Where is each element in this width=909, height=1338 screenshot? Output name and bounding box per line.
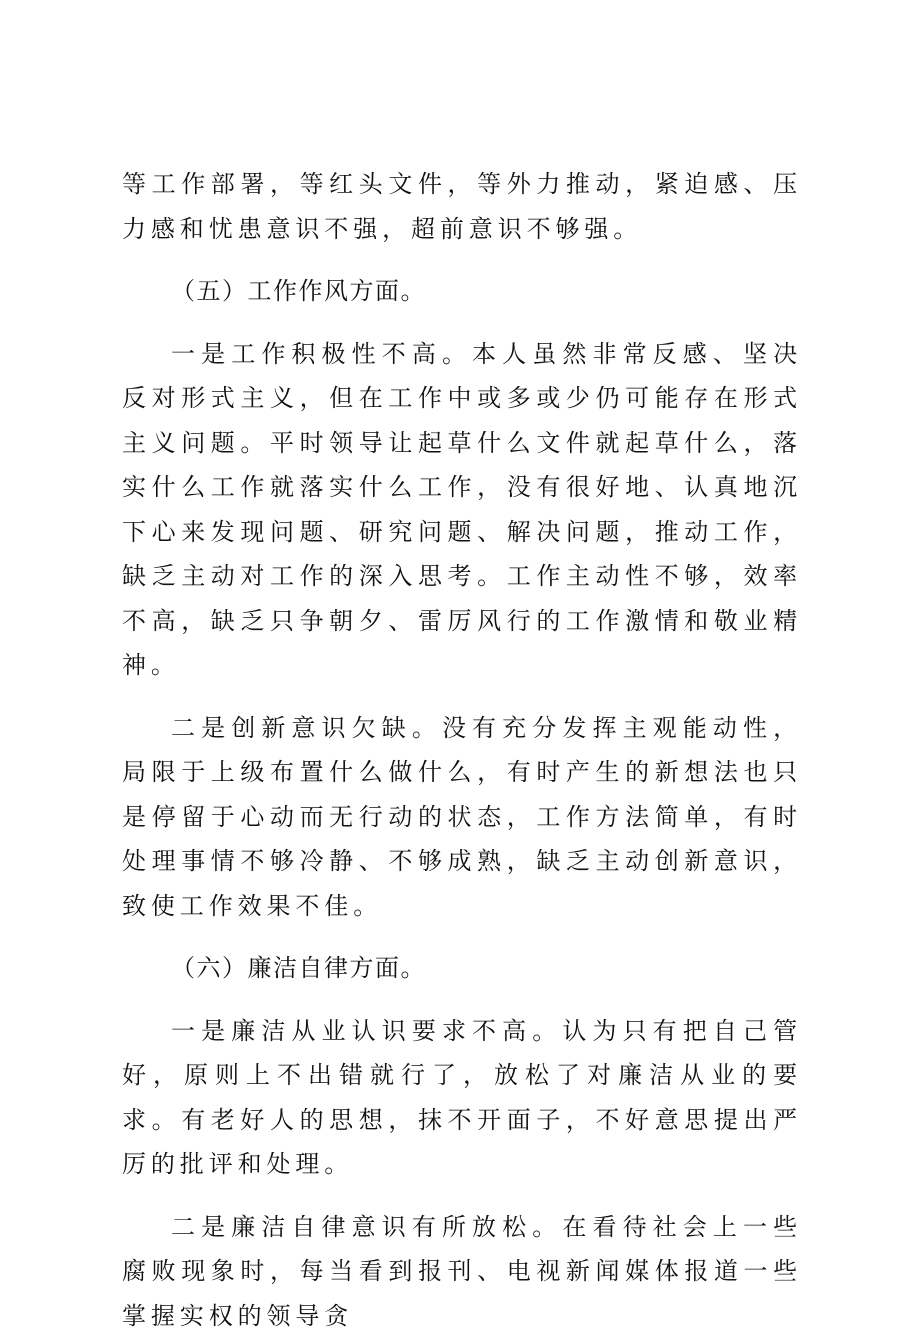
paragraph-work-enthusiasm: 一是工作积极性不高。本人虽然非常反感、坚决反对形式主义，但在工作中或多或少仍可能存在形式主义问题。平时领导让起草什么文件就起草什么，落实什么工作就落实什么工作，没有很好地、认真地沉下心来发现问题、研究问题、解决问题，推动工作，缺乏主动对工作的深入思考。工作主动性不够，效率不高，缺乏只争朝夕、雷厉风行的工作激情和敬业精神。 [122,332,802,688]
paragraph-innovation: 二是创新意识欠缺。没有充分发挥主观能动性，局限于上级布置什么做什么，有时产生的新想法也只是停留于心动而无行动的状态，工作方法简单，有时处理事情不够冷静、不够成熟，缺乏主动创新意识，致使工作效果不佳。 [122,706,802,929]
paragraph-self-discipline: 二是廉洁自律意识有所放松。在看待社会上一些腐败现象时，每当看到报刊、电视新闻媒体报道一些掌握实权的领导贪 [122,1205,802,1338]
paragraph-continuation: 等工作部署，等红头文件，等外力推动，紧迫感、压力感和忧患意识不强，超前意识不够强。 [122,162,802,251]
document-body [122,162,802,1338]
section-heading-work-style: （五）工作作风方面。 [122,269,802,314]
paragraph-integrity-awareness: 一是廉洁从业认识要求不高。认为只有把自己管好，原则上不出错就行了，放松了对廉洁从业的要求。有老好人的思想，抹不开面子，不好意思提出严厉的批评和处理。 [122,1009,802,1187]
section-heading-integrity: （六）廉洁自律方面。 [122,946,802,991]
